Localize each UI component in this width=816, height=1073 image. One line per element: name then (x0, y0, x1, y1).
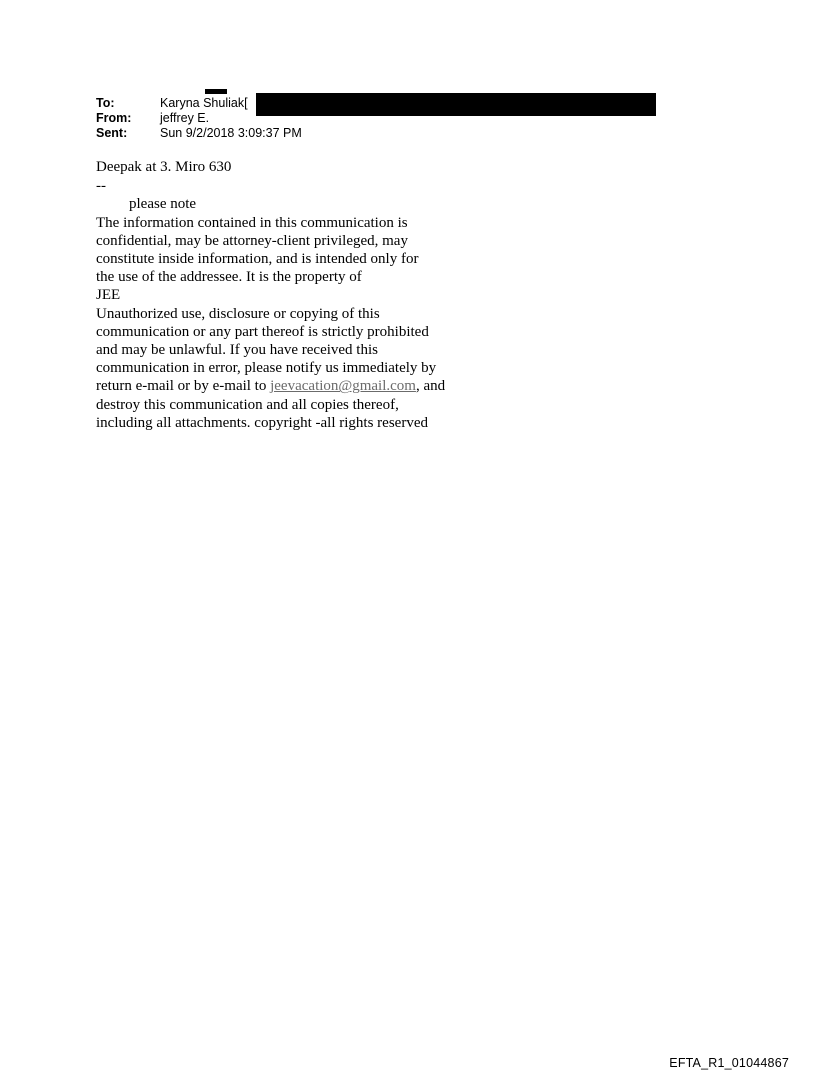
body-line: confidential, may be attorney-client privileged, may (96, 232, 408, 249)
sent-label: Sent: (96, 126, 128, 140)
redaction-block-small (205, 89, 227, 94)
sent-row (96, 126, 302, 141)
body-line: communication or any part thereof is strictly prohibited (96, 323, 429, 340)
body-line: Unauthorized use, disclosure or copying of this (96, 305, 380, 322)
email-body (96, 158, 526, 432)
body-text: return e-mail or by e-mail to (96, 378, 271, 395)
body-line: including all attachments. copyright -all rights reserved (96, 414, 428, 431)
to-row (96, 96, 302, 111)
body-line: -- (96, 178, 106, 195)
body-line: and may be unlawful. If you have received this (96, 342, 378, 359)
body-text: , and (415, 378, 446, 395)
body-line: destroy this communication and all copies thereof, (96, 396, 399, 413)
body-line: please note (129, 196, 197, 213)
document-id: EFTA_R1_01044867 (669, 1056, 789, 1070)
from-value: jeffrey E. (160, 111, 210, 125)
email-link[interactable]: jeevacation@gmail.com (270, 378, 416, 395)
body-line: communication in error, please notify us immediately by (96, 360, 437, 377)
to-label: To: (96, 96, 115, 110)
body-line: JEE (96, 287, 121, 304)
body-line: Deepak at 3. Miro 630 (96, 159, 232, 175)
redaction-block (256, 93, 656, 116)
body-line (96, 377, 526, 395)
body-line: The information contained in this communication is (96, 214, 408, 231)
from-label: From: (96, 111, 132, 125)
body-line: the use of the addressee. It is the property of (96, 269, 362, 286)
body-line: constitute inside information, and is intended only for (96, 251, 419, 268)
sent-value: Sun 9/2/2018 3:09:37 PM (160, 126, 302, 140)
to-value (160, 96, 248, 111)
email-header (96, 96, 302, 141)
to-value-text: Karyna Shuliak[ (160, 96, 248, 110)
